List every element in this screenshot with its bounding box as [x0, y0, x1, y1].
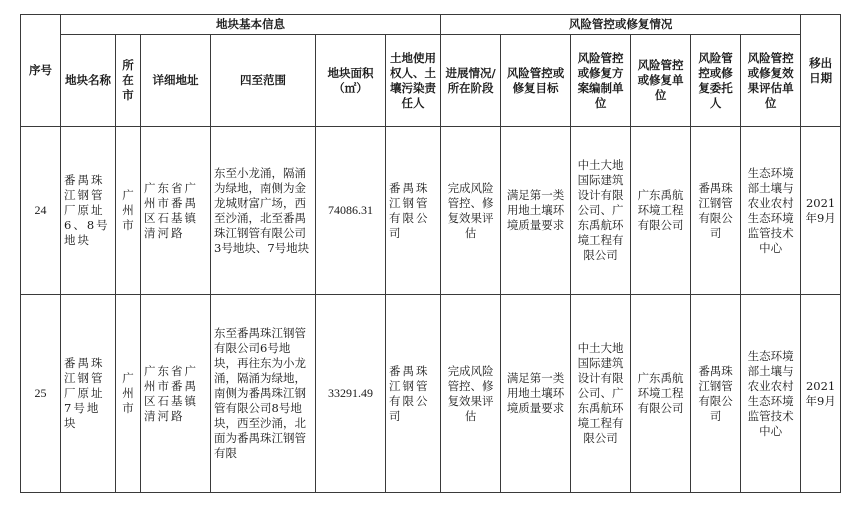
cell-owner: 番禺珠江钢管有限公司: [386, 295, 441, 493]
col-area: 地块面积（㎡）: [316, 35, 386, 127]
cell-address: 广东省广州市番禺区石基镇清河路: [141, 295, 211, 493]
cell-target: 满足第一类用地土壤环境质量要求: [501, 127, 571, 295]
cell-seq: 24: [21, 127, 61, 295]
table-row: [21, 127, 841, 295]
group-header-row: [21, 15, 841, 35]
col-exec-unit: 风险管控或修复单位: [631, 35, 691, 127]
col-plan-unit: 风险管控或修复方案编制单位: [571, 35, 631, 127]
col-city: 所在市: [116, 35, 141, 127]
cell-plan-unit: 中土大地国际建筑设计有限公司、广东禹航环境工程有限公司: [571, 127, 631, 295]
cell-stage: 完成风险管控、修复效果评估: [441, 127, 501, 295]
group-risk-info: 风险管控或修复情况: [441, 15, 801, 35]
col-stage: 进展情况/所在阶段: [441, 35, 501, 127]
cell-city: 广州市: [116, 295, 141, 493]
cell-area: 33291.49: [316, 295, 386, 493]
col-bounds: 四至范围: [211, 35, 316, 127]
col-name: 地块名称: [61, 35, 116, 127]
cell-stage: 完成风险管控、修复效果评估: [441, 295, 501, 493]
cell-bounds: 东至小龙涌，隔涌为绿地，南侧为金龙城财富广场，西至沙涌，北至番禺珠江钢管有限公司3号地块、7号地块: [211, 127, 316, 295]
cell-exec-unit: 广东禹航环境工程有限公司: [631, 295, 691, 493]
cell-area: 74086.31: [316, 127, 386, 295]
cell-bounds: 东至番禺珠江钢管有限公司6号地块，再往东为小龙涌，隔涌为绿地，南侧为番禺珠江钢管有限公司8号地块，西至沙涌，北面为番禺珠江钢管有限: [211, 295, 316, 493]
col-seq: 序号: [21, 15, 61, 127]
table-row: [21, 295, 841, 493]
col-owner: 土地使用权人、土壤污染责任人: [386, 35, 441, 127]
cell-city: 广州市: [116, 127, 141, 295]
cell-removal: 2021年9月: [801, 295, 841, 493]
col-address: 详细地址: [141, 35, 211, 127]
cell-eval-unit: 生态环境部土壤与农业农村生态环境监管技术中心: [741, 295, 801, 493]
cell-seq: 25: [21, 295, 61, 493]
cell-client: 番禺珠江钢管有限公司: [691, 295, 741, 493]
cell-name: 番禺珠江钢管厂原址6、8号地块: [61, 127, 116, 295]
cell-owner: 番禺珠江钢管有限公司: [386, 127, 441, 295]
column-header-row: [21, 35, 841, 127]
cell-name: 番禺珠江钢管厂原址7号地块: [61, 295, 116, 493]
cell-target: 满足第一类用地土壤环境质量要求: [501, 295, 571, 493]
col-removal: 移出日期: [801, 15, 841, 127]
group-basic-info: 地块基本信息: [61, 15, 441, 35]
cell-plan-unit: 中土大地国际建筑设计有限公司、广东禹航环境工程有限公司: [571, 295, 631, 493]
col-eval-unit: 风险管控或修复效果评估单位: [741, 35, 801, 127]
cell-exec-unit: 广东禹航环境工程有限公司: [631, 127, 691, 295]
cell-removal: 2021年9月: [801, 127, 841, 295]
cell-eval-unit: 生态环境部土壤与农业农村生态环境监管技术中心: [741, 127, 801, 295]
site-table: [20, 14, 841, 493]
col-client: 风险管控或修复委托人: [691, 35, 741, 127]
cell-address: 广东省广州市番禺区石基镇清河路: [141, 127, 211, 295]
col-target: 风险管控或修复目标: [501, 35, 571, 127]
cell-client: 番禺珠江钢管有限公司: [691, 127, 741, 295]
